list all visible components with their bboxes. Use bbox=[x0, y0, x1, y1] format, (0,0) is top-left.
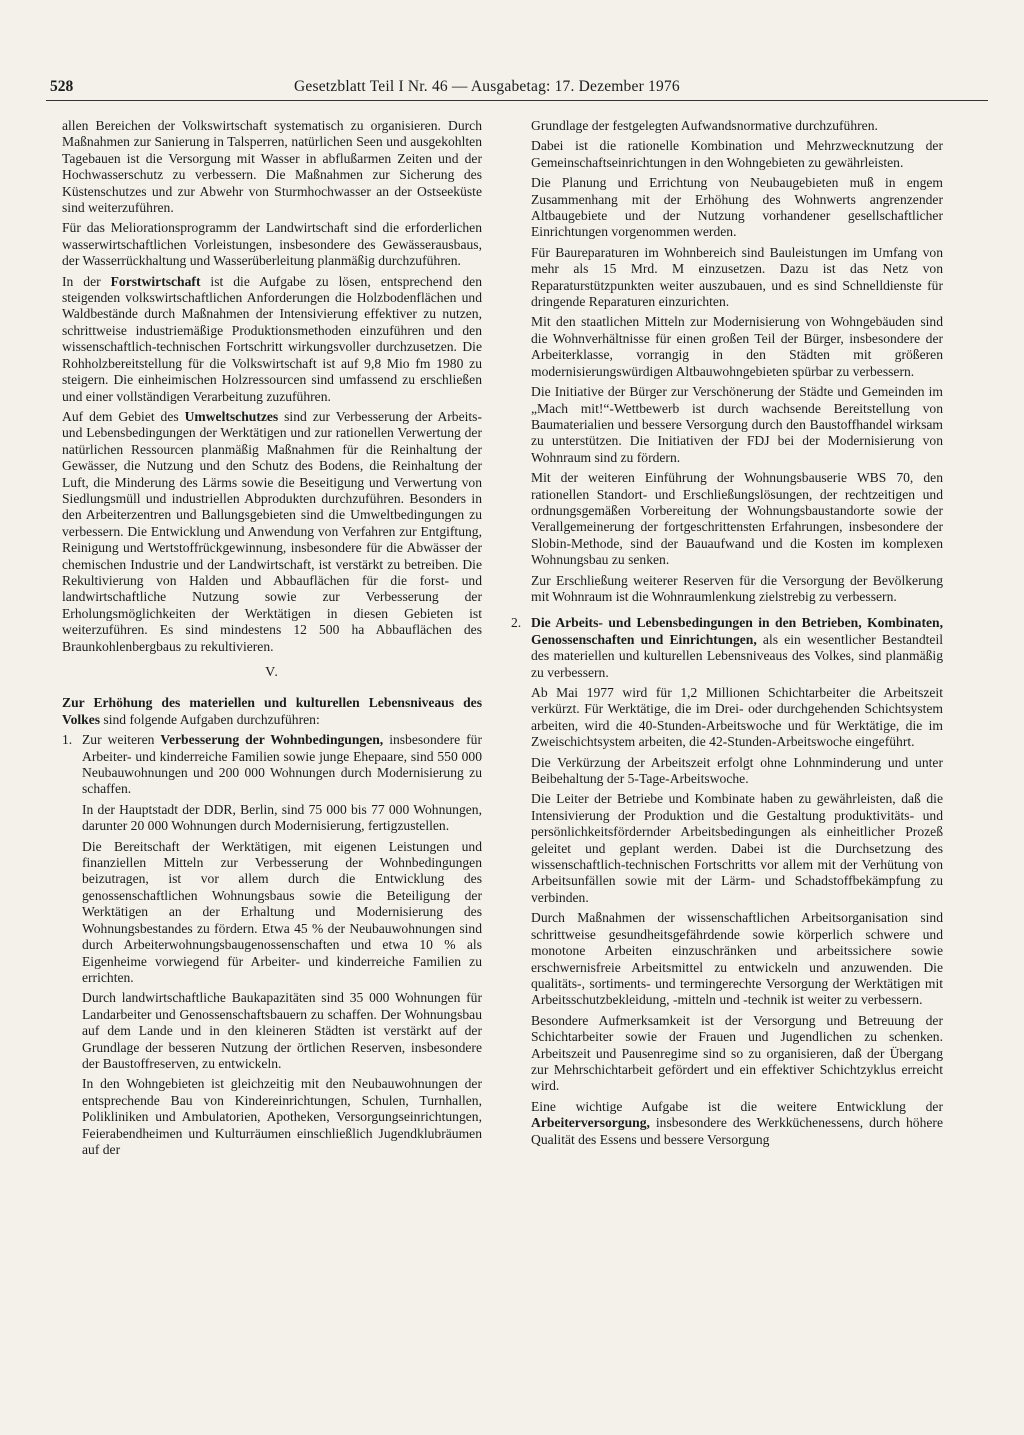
paragraph: Dabei ist die rationelle Kombination und Mehrzwecknutzung der Gemeinschaftseinrichtungen in den Wohngebieten zu gewährleisten. bbox=[531, 138, 943, 170]
section-intro bbox=[62, 695, 482, 728]
paragraph bbox=[62, 274, 482, 405]
paragraph: Ab Mai 1977 wird für 1,2 Millionen Schichtarbeiter die Arbeitszeit verkürzt. Für Werktätige, die im Drei- oder durchgehenden Schichtsystem arbeiten, wird die 40-Stunden-Arbeitswoche und für Werktätige, die im Zweischichtsystem arbeiten, die 42-Stunden-Arbeitswoche eingeführt. bbox=[531, 685, 943, 750]
paragraph: Die Initiative der Bürger zur Verschönerung der Städte und Gemeinden im „Mach mit!“-Wettbewerb ist durch wachsende Bereitstellung von Baumaterialien und bessere Versorgung durch den Baustoffhandel wirksam zu unterstützen. Die Initiativen der FDJ bei der Modernisierung von Wohnraum sind zu fördern. bbox=[531, 384, 943, 465]
numbered-item bbox=[62, 732, 482, 798]
paragraph bbox=[531, 1099, 943, 1148]
text-run: insbesondere für Arbeiter- und kinderreiche Familien sowie junge Ehepaare, sind 550 000 Neubauwohnungen und 200 000 Wohnungen durch Modernisierung zu schaffen. bbox=[82, 732, 482, 797]
right-column bbox=[511, 118, 943, 1152]
paragraph: Die Planung und Errichtung von Neubaugebieten muß in engem Zusammenhang mit der Erhöhung des Wohnwerts angrenzender Altbaugebiete und der Nutzung vorhandener gesellschaftlicher Einrichtungen vorgenommen werden. bbox=[531, 175, 943, 240]
paragraph bbox=[62, 409, 482, 655]
header-rule bbox=[46, 100, 988, 101]
text-run: Eine wichtige Aufgabe ist die weitere Entwicklung der bbox=[531, 1098, 943, 1114]
text-run: In der bbox=[62, 273, 111, 289]
paragraph: Für das Meliorationsprogramm der Landwirtschaft sind die erforderlichen wasserwirtschaftlichen Vorleistungen, insbesondere des Gewässerausbaus, der Wasserrückhaltung und Wasserüberleitung planmäßig durchzuführen. bbox=[62, 220, 482, 269]
paragraph: Die Bereitschaft der Werktätigen, mit eigenen Leistungen und finanziellen Mitteln zur Verbesserung der Wohnbedingungen beizutragen, ist vor allem durch die Entwicklung des genossenschaftlichen Wohnungsbaus sowie die Beteiligung der Werktätigen an der Erhaltung und Modernisierung des Wohnungsbestandes zu fördern. Etwa 45 % der Neubauwohnungen sind durch Arbeiterwohnungsbaugenossenschaften und etwa 10 % als Eigenheime vorwiegend für Arbeiter- und kinderreiche Familien zu errichten. bbox=[82, 838, 482, 985]
paragraph: Grundlage der festgelegten Aufwandsnormative durchzuführen. bbox=[531, 118, 878, 133]
text-run: Zur weiteren bbox=[82, 732, 161, 748]
item-body bbox=[82, 802, 482, 1159]
page-title: Gesetzblatt Teil I Nr. 46 — Ausgabetag: 17. Dezember 1976 bbox=[294, 78, 680, 95]
paragraph: Zur Erschließung weiterer Reserven für die Versorgung der Bevölkerung mit Wohnraum ist die Wohnraumlenkung zielstrebig zu verbessern. bbox=[531, 572, 943, 604]
text-run: sind zur Verbesserung der Arbeits- und Lebensbedingungen der Werktätigen und zur rationellen Verwertung der natürlichen Ressourcen planmäßig Maßnahmen für die Reinhaltung der Gewässer, die Nutzung und den Schutz des Bodens, die Reinhaltung der Luft, die Minderung des Lärms sowie die Beseitigung und Verwertung von Siedlungsmüll und industriellen Abprodukten durchzuführen. Besonders in den Arbeiterzentren und Ballungsgebieten sind die Umweltbedingungen zu verbessern. Die Entwicklung und Anwendung von Verfahren zur Entgiftung, Reinigung und Wertstoffrückgewinnung, insbesondere für die Abwässer der chemischen Industrie und der Landwirtschaft, ist verstärkt zu betreiben. Die Rekultivierung von Halden und Abbauflächen für die forst- und landwirtschaftliche Nutzung sowie zur Verbesserung der Erholungsmöglichkeiten der Werktätigen in diesen Gebieten ist weiterzuführen. Es sind mindestens 12 500 ha Abbauflächen des Braunkohlenbergbaus zu rekultivieren. bbox=[62, 408, 482, 654]
paragraph: In der Hauptstadt der DDR, Berlin, sind 75 000 bis 77 000 Wohnungen, darunter 20 000 Wohnungen durch Modernisierung, fertigzustellen. bbox=[82, 801, 482, 834]
section-number: V. bbox=[265, 665, 279, 680]
page-number: 528 bbox=[50, 78, 74, 95]
item-number: 1. bbox=[62, 732, 73, 748]
paragraph: Durch Maßnahmen der wissenschaftlichen Arbeitsorganisation sind schrittweise gesundheitsgefährdende sowie körperlich schwere und monotone Arbeiten einzuschränken und arbeitssichere sowie erschwernisfreie Arbeitsmittel zu entwickeln und anzuwenden. Die qualitäts-, sortiments- und termingerechte Versorgung der Werktätigen mit Arbeitsschutzbekleidung, -mitteln und -technik ist weiter zu verbessern. bbox=[531, 910, 943, 1008]
text-run: insbesondere des Werkküchenessens, durch höhere Qualität des Essens und bessere Versorgung bbox=[531, 1115, 943, 1147]
paragraph: Durch landwirtschaftliche Baukapazitäten sind 35 000 Wohnungen für Landarbeiter und Genossenschaftsbauern zu schaffen. Der Wohnungsbau auf dem Lande und in den kleineren Städten ist verstärkt auf der Grundlage der besseren Nutzung der örtlichen Reserven, insbesondere der Baustoffreserven, zu entwickeln. bbox=[82, 990, 482, 1071]
bold-term: Arbeiterversorgung, bbox=[531, 1115, 650, 1131]
page-header bbox=[46, 76, 986, 100]
text-run: ist die Aufgabe zu lösen, entsprechend den steigenden volkswirtschaftlichen Anforderungen die Holzbodenflächen und Waldbestände durch Maßnahmen der Intensivierung effektiver zu nutzen, schrittweise industriemäßige Produktionsmethoden einzuführen und den wissenschaftlich-technischen Fortschritt wirkungsvoller durchzusetzen. Die Rohholzbereitstellung für die Volkswirtschaft ist auf 9,8 Mio fm 1980 zu steigern. Die einheimischen Holzressourcen sind umfassend zu erschließen und einer vollständigen Verarbeitung zuzuführen. bbox=[62, 273, 482, 404]
left-column bbox=[62, 118, 482, 1162]
item-number: 2. bbox=[511, 615, 522, 631]
paragraph: Mit den staatlichen Mitteln zur Modernisierung von Wohngebäuden sind die Wohnverhältnisse für einen großen Teil der Bürger, insbesondere der Arbeiterklasse, vorrangig in den Städten mit größeren modernisierungswürdigen Altbauwohngebieten spürbar zu verbessern. bbox=[531, 314, 943, 379]
paragraph: Besondere Aufmerksamkeit ist der Versorgung und Betreuung der Schichtarbeiter sowie der Frauen und Jugendlichen zu schenken. Arbeitszeit und Pausenregime sind so zu organisieren, daß der Übergang zur Mehrschichtarbeit gefördert und ein effektiver Schichtzyklus erreicht wird. bbox=[531, 1012, 943, 1094]
bold-term: Zur Erhöhung des materiellen und kulturellen Lebensniveaus des Volkes bbox=[62, 695, 482, 727]
paragraph: allen Bereichen der Volkswirtschaft systematisch zu organisieren. Durch Maßnahmen zur Sanierung in Talsperren, natürlichen Seen und ausgekohlten Tagebauen ist die Versorgung mit Wasser in abflußarmen Zeiten und der Hochwasserschutz zu verbessern. Die Maßnahmen zur Sicherung des Küstenschutzes und zur Abwehr von Sturmhochwasser an der Ostseeküste sind weiterzuführen. bbox=[62, 118, 482, 216]
paragraph: In den Wohngebieten ist gleichzeitig mit den Neubauwohnungen der entsprechende Bau von Kindereinrichtungen, Schulen, Turnhallen, Polikliniken und Ambulatorien, Apotheken, Versorgungseinrichtungen, Feierabendheimen und Kulturräumen einschließlich Jugendklubräumen auf der bbox=[82, 1076, 482, 1157]
paragraph: Die Leiter der Betriebe und Kombinate haben zu gewährleisten, daß die Intensivierung der Produktion und die Gestaltung produktivitäts- und persönlichkeitsfördernder Arbeitsbedingungen als einheitlicher Prozeß geleitet und geplant werden. Dabei ist die Durchsetzung des wissenschaftlich-technischen Fortschritts vor allem mit der Verhütung von Arbeitsunfällen sowie mit der Lärm- und Schadstoffbekämpfung zu verbinden. bbox=[531, 791, 943, 905]
text-run: sind folgende Aufgaben durchzuführen: bbox=[100, 711, 320, 727]
bold-term: Die Arbeits- und Lebensbedingungen in den Betrieben, Kombinaten, Genossenschaften und Einrichtungen, bbox=[531, 615, 943, 647]
text-run: Auf dem Gebiet des bbox=[62, 408, 185, 424]
bold-term: Forstwirtschaft bbox=[110, 273, 201, 289]
bold-term: Umweltschutzes bbox=[184, 408, 279, 424]
bold-term: Verbesserung der Wohnbedingungen, bbox=[160, 732, 384, 748]
paragraph: Die Verkürzung der Arbeitszeit erfolgt ohne Lohnminderung und unter Beibehaltung der 5-Tage-Arbeitswoche. bbox=[531, 754, 943, 787]
paragraph: Mit der weiteren Einführung der Wohnungsbauserie WBS 70, den rationellen Standort- und Erschließungslösungen, der rechtzeitigen und ordnungsgemäßen Vorbereitung der Wohnungsbaustandorte sowie der Verallgemeinerung der fortgeschrittensten Erfahrungen, insbesondere der Slobin-Methode, sind der Bauaufwand und die Kosten im komplexen Wohnungsbau zu senken. bbox=[531, 470, 943, 568]
numbered-item bbox=[511, 615, 943, 681]
text-run: als ein wesentlicher Bestandteil des materiellen und kulturellen Lebensniveaus des Volkes, sind planmäßig zu verbessern. bbox=[531, 631, 943, 680]
paragraph: Für Baureparaturen im Wohnbereich sind Bauleistungen im Umfang von mehr als 15 Mrd. M einzusetzen. Dazu ist das Netz von Reparaturstützpunkten weiter auszubauen, und es sind Schnelldienste für dringende Reparaturen einzurichten. bbox=[531, 244, 943, 310]
